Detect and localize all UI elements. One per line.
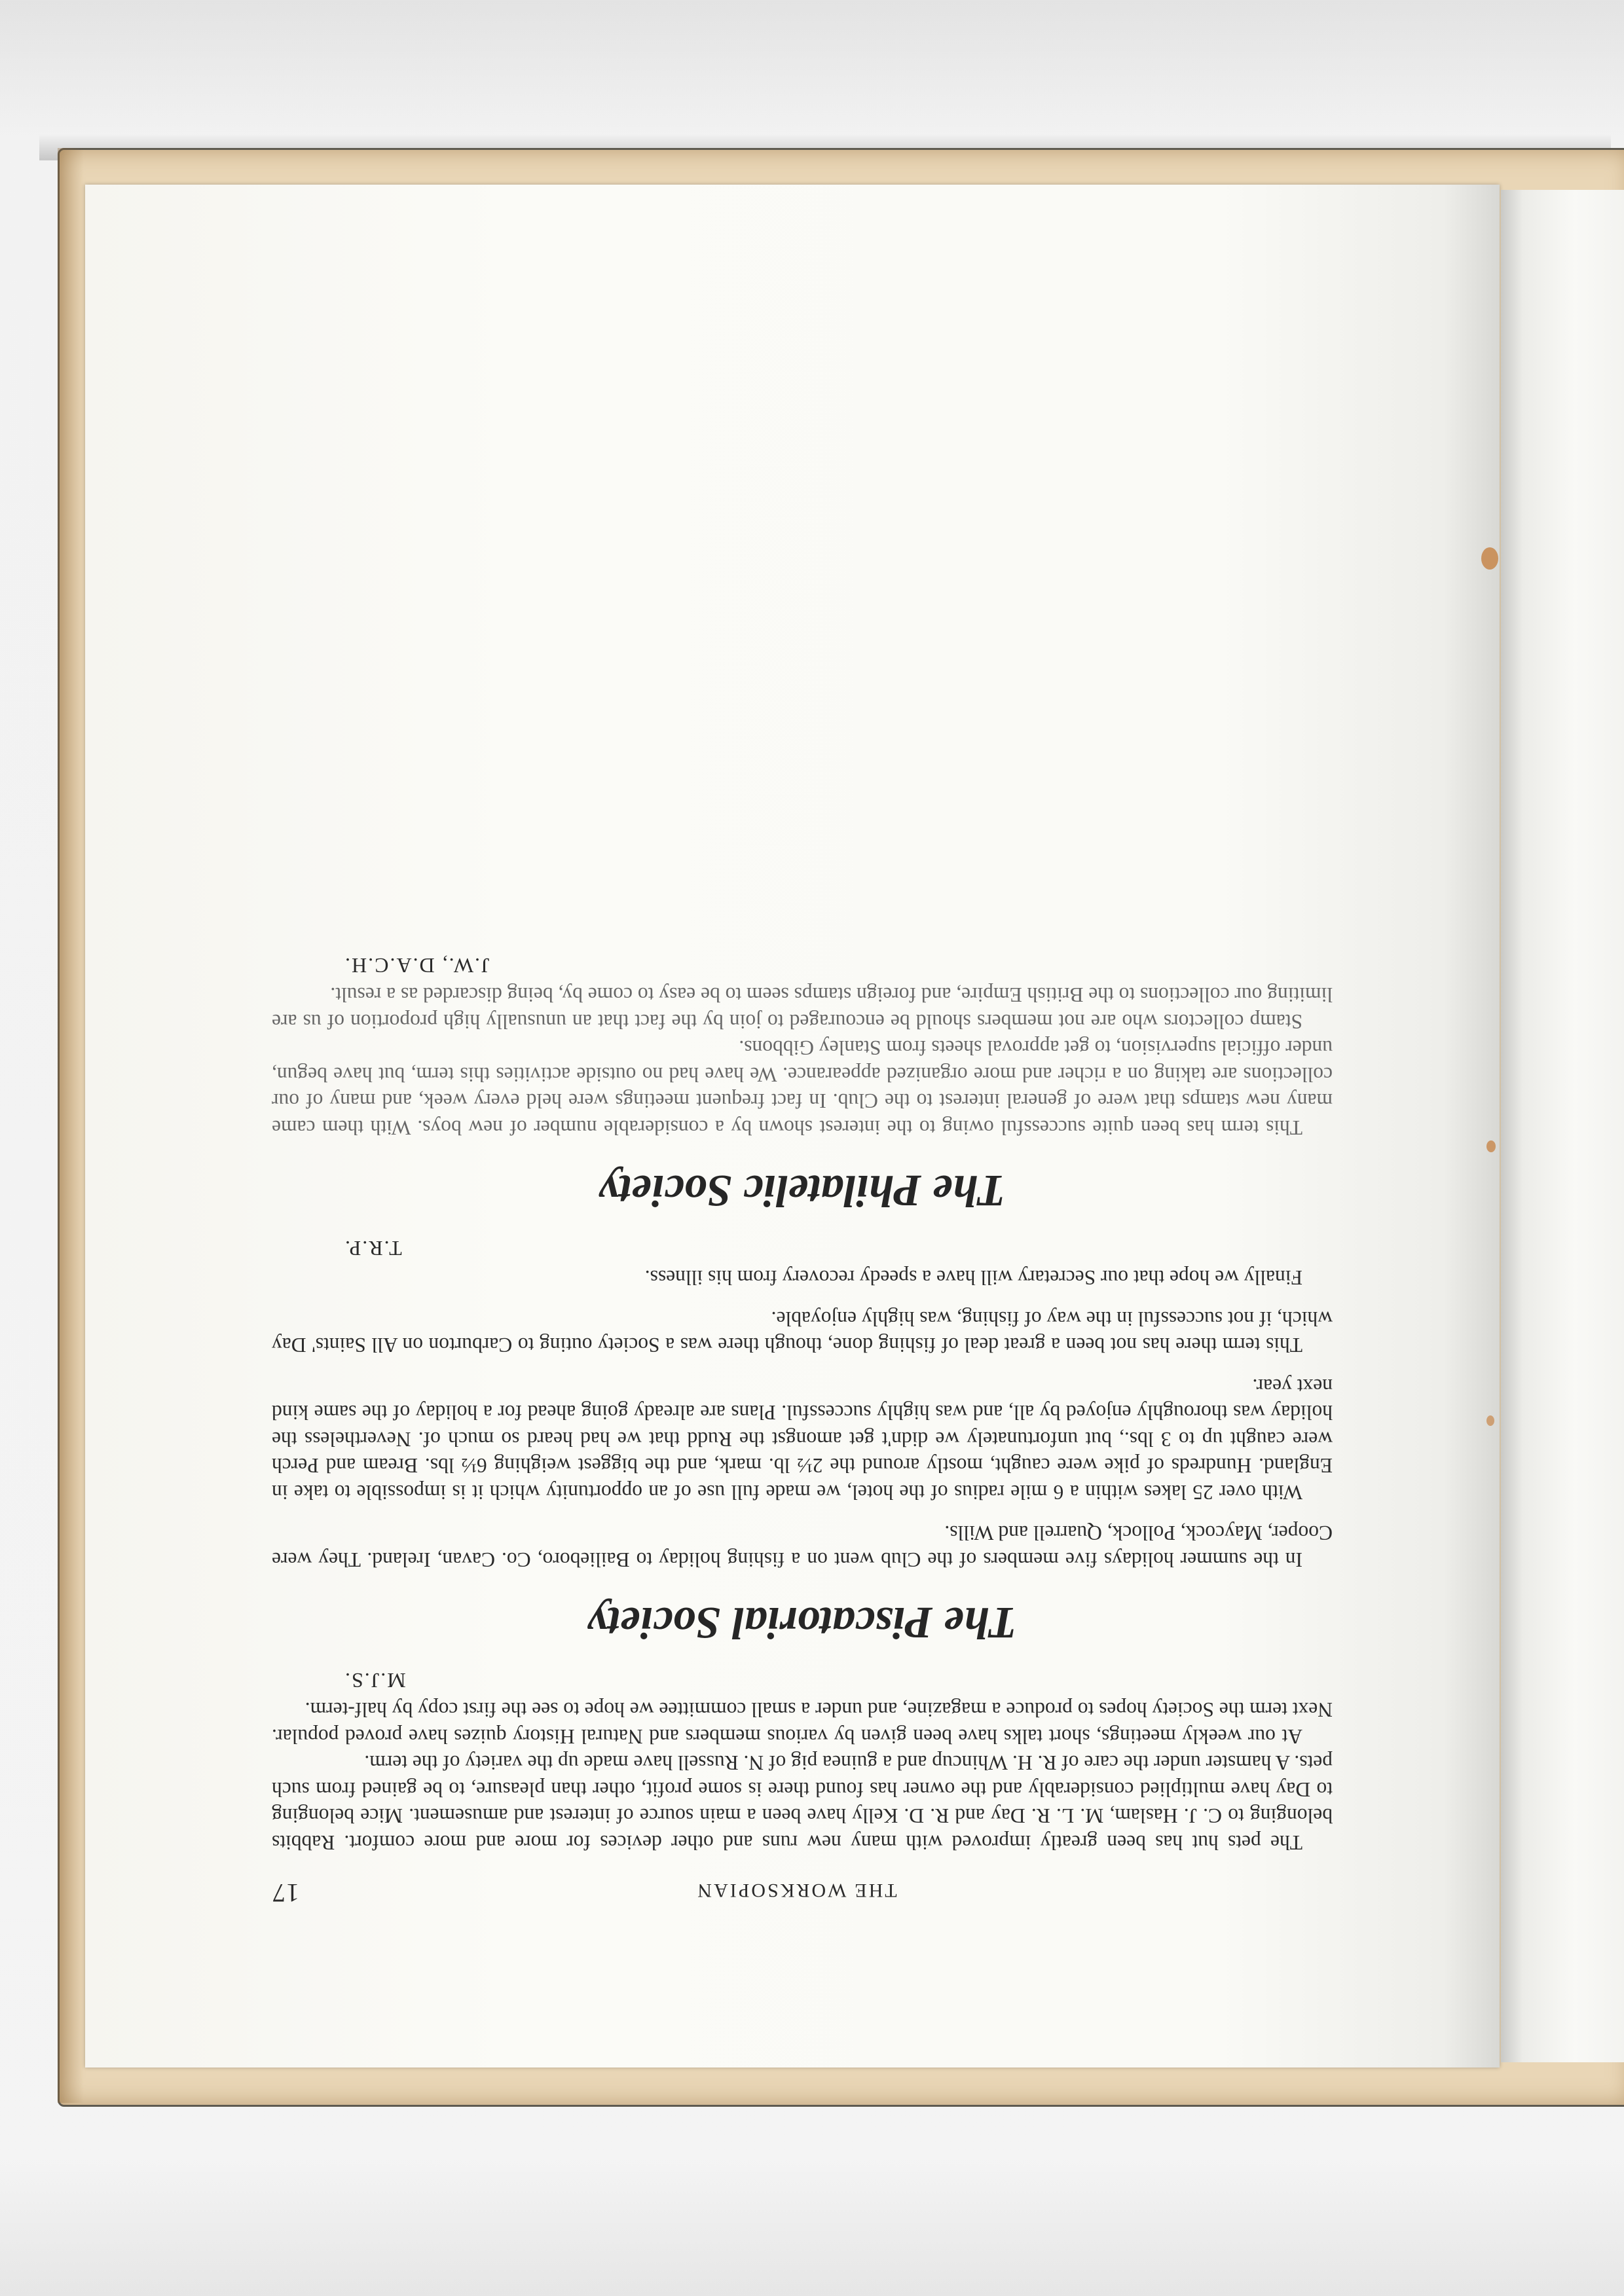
philatelic-heading: The Philatelic Society bbox=[599, 1166, 1006, 1216]
spacer bbox=[272, 1358, 1333, 1373]
page-number: 17 bbox=[272, 1878, 299, 1908]
pets-paragraph: The pets hut has been greatly improved with many new runs and other devices for more and more comfort. Rabbits belonging to C. J. Haslam, M. L. R. Day and R. D. Kelly have been a main source of interest and amusement. Mice belonging to Day have multiplied considerably and the owner has found there is some profit, other than pleasure, to be gained from such pets. A hamster under the care of R. H. Whincup and a guinea pig of N. Russell have made up the variety of the term. bbox=[272, 1751, 1333, 1854]
spacer bbox=[272, 1291, 1333, 1305]
piscatorial-paragraph-1: In the summer holidays five members of the Club went on a fishing holiday to Bailieboro, Co. Cavan, Ireland. They were Cooper, Maycock, Pollock, Quarrell and Wills. bbox=[272, 1522, 1333, 1571]
rust-spot bbox=[1486, 1415, 1494, 1426]
meetings-paragraph: At our weekly meetings, short talks have been given by various members and Natural History quizes have proved popular. Next term the Society hopes to produce a magazine, and under a small committee we hope to see the first copy by half-term. bbox=[272, 1698, 1333, 1748]
signature-jw-dach: J.W., D.A.C.H. bbox=[344, 954, 490, 977]
magazine-title: THE WORKSOPIAN bbox=[695, 1880, 897, 1901]
running-head bbox=[272, 1878, 1333, 1908]
philatelic-paragraph-1: This term has been quite successful owing to the interest shown by a considerable number of new boys. With them came many new stamps that were of general interest to the Club. In fact frequent meetings were held every week, and many of our collections are taking on a richer and more organized appearance. We have had no outside activities this term, but have begun, under official supervision, to get approval sheets from Stanley Gibbons. bbox=[272, 1036, 1333, 1139]
piscatorial-paragraph-2: With over 25 lakes within a 6 mile radius of the hotel, we made full use of an opportunity which it is impossible to take in England. Hundreds of pike were caught, mostly around the 2½ lb. mark, and the biggest weighing 6½ lbs. Bream and Perch were caught up to 3 lbs., but unfortunately we didn't get amongst the Rudd that we had heard so much of. Nevertheless the holiday was thoroughly enjoyed by all, and was highly successful. Plans are already going ahead for a holiday of the same kind next year. bbox=[272, 1375, 1333, 1504]
signature-trp: T.R.P. bbox=[344, 1237, 402, 1260]
philatelic-paragraph-2: Stamp collectors who are not members should be encouraged to join by the fact that an unusually high proportion of us are limiting our collections to the British Empire, and foreign stamps seem to be easy to come by, being discarded as a result. bbox=[272, 983, 1333, 1033]
signature-mjs: M.J.S. bbox=[344, 1669, 406, 1692]
rust-spot bbox=[1481, 547, 1498, 570]
page-content-upside-down bbox=[272, 403, 1333, 1908]
facing-page-edge bbox=[1501, 190, 1624, 2062]
spacer bbox=[272, 1505, 1333, 1520]
cover-stain bbox=[58, 148, 84, 2103]
piscatorial-paragraph-4: Finally we hope that our Secretary will have a speedy recovery from his illness. bbox=[644, 1266, 1302, 1290]
piscatorial-heading: The Piscatorial Society bbox=[587, 1598, 1017, 1648]
rust-spot bbox=[1486, 1140, 1496, 1152]
piscatorial-paragraph-3: This term there has not been a great deal of fishing done, though there was a Society outing to Carburton on All Saints' Day which, if not successful in the way of fishing, was highly enjoyable. bbox=[272, 1307, 1333, 1357]
